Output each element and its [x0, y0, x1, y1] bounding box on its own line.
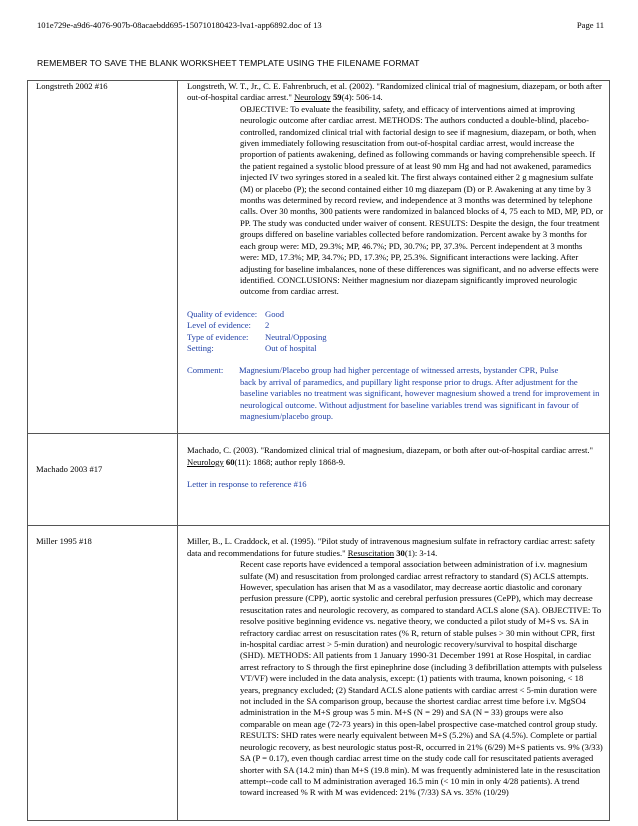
reference-details	[178, 81, 610, 434]
reference-label: Longstreth 2002 #16	[28, 81, 178, 434]
citation: Miller, B., L. Craddock, et al. (1995). "Pilot study of intravenous magnesium sulfate in refractory cardiac arrest: safety data and recommendations for future studies." Resuscitation 30(1): 3-14.	[187, 536, 595, 558]
journal-link[interactable]: Resuscitation	[347, 547, 395, 558]
document-filename: 101e729e-a9d6-4076-907b-08acaebdd695-150710180423-lva1-app6892.doc of 13	[37, 20, 322, 30]
citation: Machado, C. (2003). "Randomized clinical trial of magnesium, diazepam, or both after out-of-hospital cardiac arrest." Neurology 60(11): 1868; author reply 1868-9.	[187, 445, 594, 467]
evidence-ratings	[187, 309, 603, 355]
citation: Longstreth, W. T., Jr., C. E. Fahrenbruch, et al. (2002). "Randomized clinical trial of magnesium, diazepam, or both after out-of-hospital cardiac arrest." Neurology 59(4): 506-14.	[187, 81, 602, 103]
setting: Setting: Out of hospital	[187, 342, 317, 353]
table-row	[28, 526, 610, 821]
table-row	[28, 81, 610, 434]
reference-label: Miller 1995 #18	[28, 526, 178, 821]
page-header	[37, 20, 604, 32]
journal-link[interactable]: Neurology	[187, 456, 224, 467]
quality-of-evidence: Quality of evidence: Good	[187, 308, 285, 319]
abstract: Recent case reports have evidenced a temporal association between administration of i.v. magnesium sulfate (M) and resuscitation from prolonged cardiac arrest refractory to standard (S) ACLS attempts. However, speculation has arisen that M as a vasodilator, may decrease aortic diastolic and coronary perfusion pressure (CPP), aortic systolic and cerebral perfusion pressures (CePP), which may decrease resuscitation rates and neurologic recovery, as compared to standard ACLS alone (SA). OBJECTIVE: To resolve positive beginning evidence vs. negative theory, we conducted a pilot study of M+S vs. SA in refractory cardiac arrest on resuscitation rates (% R, return of stable pulses > 30 min without CPR, first in-hospital cardiac arrest > 5-min duration) and neurologic recovery/survival to hospital discharge (SHD). METHODS: All patients from 1 January 1990-31 December 1991 at Rose Hospital, in cardiac arrest refractory to S through the first epinephrine dose (including 3 defibrillation attempts with pulseless VT/VF) were included in the data analysis, except: (1) patients with trauma, known poisoning, < 18 years, pregnancy excluded; (2) Standard ACLS alone patients with cardiac arrest < 5-min duration were not included in the SA comparison group, because the shortest cardiac arrest time before i.v. MgSO4 administration in the M+S group was 5 min. M+S (N = 29) and SA (N = 33) groups were also comparable on mean age (72-73 years) in this open-label prospective case-matched control group study. RESULTS: SHD rates were nearly equivalent between M+S (5.2%) and SA (4.5%). Complete or partial neurologic recovery, as best neurologic status post-R, occurred in 21% (6/29) M+S patients vs. 9% (3/33) SA (P = 0.17), even though cardiac arrest time on the study code call for resuscitated patients averaged shorter with SA (14.2 min) than M+S (19.8 min). M was frequently administered late in the resuscitation attempt--code call to M administration averaged 16.5 min (< 10 min in only 4/28 patients). A trend toward increased % R with M was evidenced: 21% (7/33) SA vs. 35% (10/29)	[240, 559, 603, 798]
table-row	[28, 434, 610, 526]
reference-label: Machado 2003 #17	[28, 434, 178, 526]
evidence-table	[27, 80, 610, 821]
reference-details	[178, 526, 610, 821]
level-of-evidence: Level of evidence: 2	[187, 320, 270, 331]
comment: Comment: Magnesium/Placebo group had higher percentage of witnessed arrests, bystander CPR, Pulse back by arrival of paramedics, and pupillary light response prior to drugs. After adjustment for the baseline variables no treatment was significant, however magnesium showed a trend for improvement in neurological outcome. Without adjustment for baseline variables trend was significant in favour of magnesium/placebo group.	[187, 365, 600, 421]
note: Letter in response to reference #16	[187, 479, 307, 490]
page-number: Page 11	[576, 20, 604, 30]
reference-details	[178, 434, 610, 526]
template-notice: REMEMBER TO SAVE THE BLANK WORKSHEET TEMPLATE USING THE FILENAME FORMAT	[37, 58, 420, 68]
abstract: OBJECTIVE: To evaluate the feasibility, safety, and efficacy of interventions aimed at improving neurologic outcome after cardiac arrest. METHODS: The authors conducted a double-blind, placebo-controlled, randomized clinical trial with factorial design to see if magnesium, diazepam, or both, when given immediately following resuscitation from out-of-hospital cardiac arrest, would increase the proportion of patients awakening, defined as following commands or having comprehensible speech. If the patient regained a systolic blood pressure of at least 90 mm Hg and had not awakened, paramedics injected IV two syringes stored in a sealed kit. The first always contained either 2 g magnesium sulfate (M) or placebo (P); the second contained either 10 mg diazepam (D) or P. Awakening at any time by 3 months was determined by record review, and independence at 3 months was determined by telephone calls. Over 30 months, 300 patients were randomized in balanced blocks of 4, 75 each to MD, MP, PD, or PP. The study was conducted under waiver of consent. RESULTS: Despite the design, the four treatment groups differed on baseline variables collected before randomization. Percent awake by 3 months for each group were: MD, 29.3%; MP, 46.7%; PD, 30.7%; PP, 37.3%. Percent independent at 3 months were: MD, 17.3%; MP, 34.7%; PD, 17.3%; PP, 25.3%. Significant interactions were lacking. After adjusting for baseline imbalances, none of these differences was significant, and no adverse effects were identified. CONCLUSIONS: Neither magnesium nor diazepam significantly improved neurologic outcome from cardiac arrest.	[240, 103, 604, 297]
type-of-evidence: Type of evidence: Neutral/Opposing	[187, 331, 327, 342]
journal-link[interactable]: Neurology	[294, 92, 331, 103]
